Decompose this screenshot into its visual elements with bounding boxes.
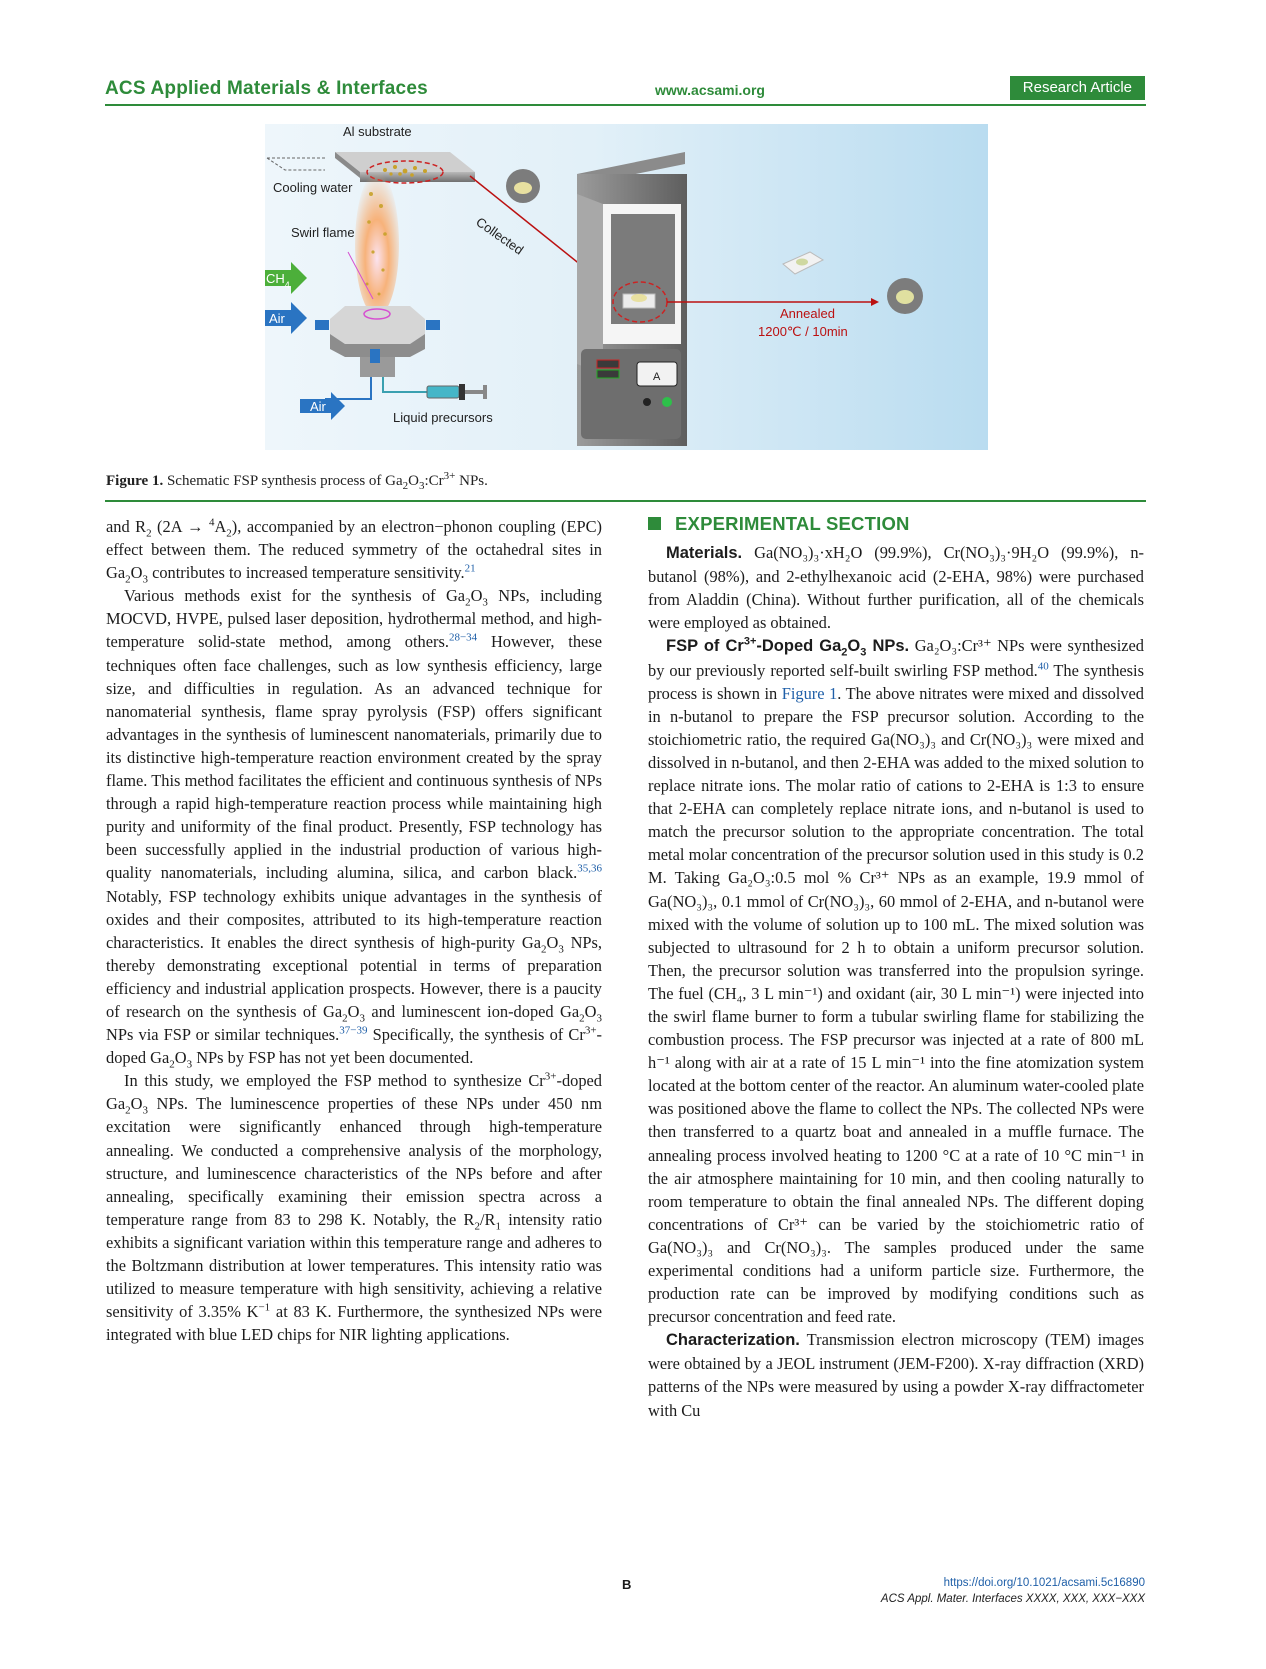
label-al-substrate: Al substrate — [343, 124, 412, 139]
paragraph-intro-continued: and $R_2$ $(2A \to ^4A_2)$, accompanied by an electron−phonon coupling (EPC) effect between them. The reduced symmetry of the octahedral sites in $Ga_2O_3$ contributes to increased temperature sensitivity.$^{21}$ — [106, 516, 602, 586]
paragraph-materials: Materials. Ga(NO₃)₃·xH₂O (99.9%), Cr(NO₃)₃·9H₂O (99.9%), n-butanol (98%), and 2-ethylhexanoic acid (2-EHA, 98%) were purchased from Aladdin (China). Without further purification, all of the chemicals were employed as obtained. — [648, 543, 1144, 633]
caption-text: Schematic FSP synthesis process of Ga — [163, 473, 403, 489]
section-heading-experimental — [648, 512, 1144, 535]
muffle-furnace-graphic — [577, 152, 687, 446]
citation-link[interactable]: 28−34 — [448, 632, 478, 644]
label-liquid-precursors: Liquid precursors — [393, 410, 493, 425]
ch4-inlet-arrow — [265, 262, 307, 294]
section-square-icon — [648, 517, 661, 530]
journal-website-link[interactable]: www.acsami.org — [655, 82, 765, 98]
run-in-heading-materials: Materials. — [666, 544, 743, 563]
article-type-badge: Research Article — [1010, 76, 1145, 100]
citation-link[interactable]: 21 — [464, 562, 476, 575]
caption-sup: 3+ — [443, 470, 456, 482]
doi-link[interactable]: https://doi.org/10.1021/acsami.5c16890 — [943, 1577, 1145, 1589]
label-swirl-flame: Swirl flame — [291, 225, 355, 240]
figure-divider — [105, 500, 1146, 502]
label-anneal-conditions: 1200℃ / 10min — [758, 324, 848, 339]
page-header — [105, 78, 1145, 106]
quartz-boat-graphic — [783, 252, 823, 274]
label-ch4: CH — [266, 271, 285, 286]
burner-graphic — [315, 306, 440, 377]
caption-sub-2: 3 — [418, 480, 425, 492]
caption-text-3: :Cr — [424, 473, 444, 489]
label-cooling-water: Cooling water — [273, 180, 353, 195]
paragraph-characterization: Characterization. Transmission electron microscopy (TEM) images were obtained by a JEOL instrument (JEM-F200). X-ray diffraction (XRD) patterns of the NPs were measured by using a powder X-ray diffractometer with Cu — [648, 1330, 1144, 1420]
journal-title[interactable]: ACS Applied Materials & Interfaces — [105, 78, 428, 99]
citation-link[interactable]: 37−39 — [339, 1024, 368, 1037]
citation-link[interactable]: 35,36 — [577, 862, 602, 875]
syringe-icon — [427, 384, 487, 400]
run-in-heading-fsp: FSP of $Cr^{3+}$-Doped $Ga_2O_3$ NPs. — [666, 635, 910, 659]
caption-label: Figure 1. — [106, 473, 164, 489]
figure-1-link[interactable]: Figure 1 — [781, 683, 838, 703]
journal-citation: ACS Appl. Mater. Interfaces XXXX, XXX, XXX−XXX — [880, 1593, 1145, 1605]
header-divider — [105, 104, 1146, 106]
section-title: EXPERIMENTAL SECTION — [675, 513, 910, 534]
air-inlet-arrow-side — [265, 302, 307, 334]
swirl-flame-graphic — [355, 172, 399, 316]
left-column — [106, 515, 602, 1346]
run-in-heading-characterization: Characterization. — [666, 1331, 800, 1350]
ammeter-label: A — [653, 371, 661, 383]
label-ch4-sub: 4 — [284, 280, 290, 290]
citation-link[interactable]: 40 — [1037, 660, 1049, 673]
label-annealed: Annealed — [780, 306, 835, 321]
page-number: B — [622, 1577, 632, 1592]
air-inlet-arrow-bottom — [300, 392, 345, 420]
label-air-bottom: Air — [310, 399, 326, 414]
label-air-side: Air — [269, 311, 285, 326]
figure-1-schematic — [265, 124, 988, 450]
paragraph-synthesis-methods: Various methods exist for the synthesis of $Ga_2O_3$ NPs, including MOCVD, HVPE, pulsed laser deposition, hydrothermal method, and high-temperature solid-state method, among others.$^{28-34}$ However, these techniques often face challenges, such as low synthesis efficiency, large size, and difficulties in regulation. As an advanced technique for nanomaterial synthesis, flame spray pyrolysis (FSP) offers significant advantages in the synthesis of luminescent nanomaterials, primarily due to its distinctive high-temperature reaction environment created by the spray flame. This method facilitates the efficient and continuous synthesis of NPs through a rapid high-temperature reaction process while maintaining high purity and uniformity of the final product. Presently, FSP technology has been successfully applied in the industrial production of various high-quality nanomaterials, including alumina, silica, and carbon black.$^{35,36}$ Notably, FSP technology exhibits unique advantages in the synthesis of oxides and their composites, attributed to its high-temperature reaction characteristics. It enables the direct synthesis of high-purity $Ga_2O_3$ NPs, thereby demonstrating exceptional potential in terms of preparation efficiency and industrial application prospects. However, there is a paucity of research on the synthesis of $Ga_2O_3$ and luminescent ion-doped $Ga_2O_3$ NPs via FSP or similar techniques.$^{37-39}$ Specifically, the synthesis of $Cr^{3+}$-doped $Ga_2O_3$ NPs by FSP has not yet been documented. — [106, 586, 602, 1071]
label-collected: Collected — [473, 214, 527, 258]
caption-sub: 2 — [402, 480, 409, 492]
caption-text-4: NPs. — [455, 473, 488, 489]
paragraph-fsp-synthesis: FSP of $Cr^{3+}$-Doped $Ga_2O_3$ NPs. Ga₂O₃:Cr³⁺ NPs were synthesized by our previously reported self-built swirling FSP method.$^{40}$ The synthesis process is shown in Figure 1. The above nitrates were mixed and dissolved in n-butanol to prepare the FSP precursor solution. According to the stoichiometric ratio, the required Ga(NO₃)₃ and Cr(NO₃)₃ were mixed and dissolved in n-butanol, and then 2-EHA was added to the mixed solution to replace nitrate ions. The molar ratio of cations to 2-EHA is 1:3 to ensure that 2-EHA can completely replace nitrate ions, and n-butanol is used to match the precursor solution to the appropriate concentration. The total metal molar concentration of the precursor solution used in this study is 0.2 M. Taking Ga₂O₃:0.5 mol % Cr³⁺ NPs as an example, 19.9 mmol of Ga(NO₃)₃, 0.1 mmol of Cr(NO₃)₃, 60 mmol of 2-EHA, and n-butanol were mixed with the volume of solution up to 100 mL. The mixed solution was subjected to ultrasound for 2 h to obtain a uniform precursor solution. Then, the precursor solution was transferred into the propulsion syringe. The fuel (CH₄, 3 L min⁻¹) and oxidant (air, 30 L min⁻¹) were injected into the swirl flame burner to form a tubular swirling flame for stabilizing the combustion process. The FSP precursor was injected at a rate of 800 mL h⁻¹ along with air at a rate of 15 L min⁻¹ into the fine atomization system located at the bottom center of the reactor. An aluminum water-cooled plate was positioned above the flame to collect the NPs. The collected NPs were then transferred to a quartz boat and annealed in a muffle furnace. The annealing process involved heating to 1200 °C at a rate of 10 °C min⁻¹ in the air atmosphere maintaining for 10 min, and then cooling naturally to room temperature to obtain the final annealed NPs. The different doping concentrations of Cr³⁺ can be varied by the stoichiometric ratio of Ga(NO₃)₃ and Cr(NO₃)₃. The samples produced under the same experimental conditions had a uniform particle size. Furthermore, the production rate can be improved by modifying conditions such as precursor concentration and feed rate. — [648, 635, 1145, 1327]
paragraph-this-study: In this study, we employed the FSP method to synthesize $Cr^{3+}$-doped $Ga_2O_3$ NPs. The luminescence properties of these NPs under 450 nm excitation were significantly enhanced through high-temperature annealing. We conducted a comprehensive analysis of the morphology, structure, and luminescence characteristics of the NPs before and after annealing, specifically examining their emission spectra across a temperature range from 83 to 298 K. Notably, the $R_2/R_1$ intensity ratio exhibits a significant variation within this temperature range and adheres to the Boltzmann distribution at lower temperatures. This intensity ratio was utilized to measure temperature with high sensitivity, achieving a relative sensitivity of 3.35% $K^{-1}$ at 83 K. Furthermore, the synthesized NPs were integrated with blue LED chips for NIR lighting applications. — [106, 1070, 603, 1345]
figure-1-caption — [106, 470, 488, 492]
caption-text-2: O — [408, 473, 419, 489]
right-column — [648, 512, 1144, 1422]
